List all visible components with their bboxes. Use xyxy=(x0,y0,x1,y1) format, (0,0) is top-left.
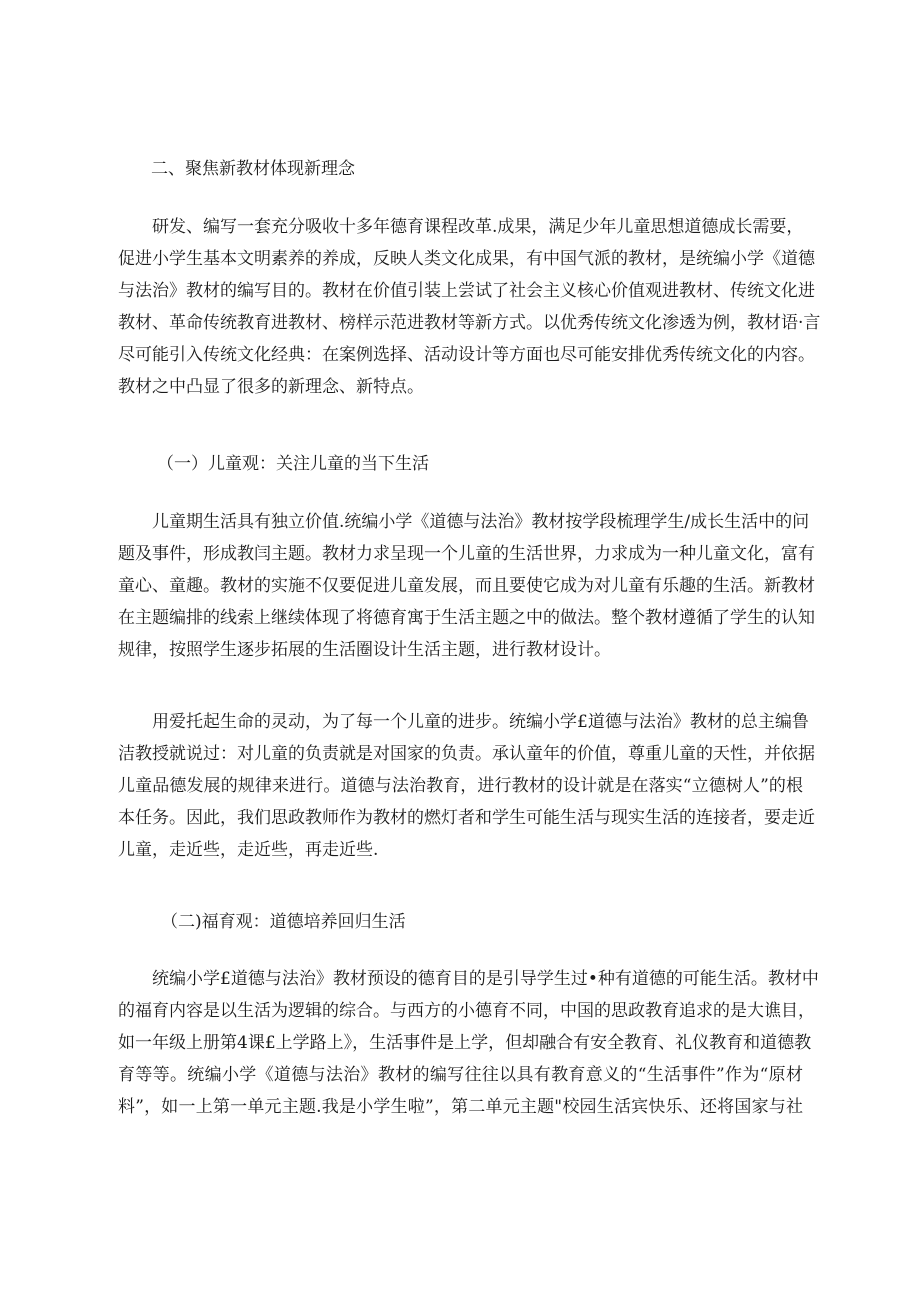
text-line: 教材、革命传统教育进教材、榜样示范进教材等新方式。以优秀传统文化渗透为例，教材语·言 xyxy=(118,313,821,333)
subsection-heading-1: （一）儿童观：关注儿童的当下生活 xyxy=(157,454,429,474)
subsection-2-paragraph xyxy=(118,963,819,1123)
subsection-1-paragraph-1 xyxy=(118,506,815,666)
text-line: 儿童期生活具有独立价值.统编小学《道德与法治》教材按学段梳理学生/成长生活中的问 xyxy=(152,512,810,532)
text-line: 教材之中凸显了很多的新理念、新特点。 xyxy=(118,377,424,397)
text-line: 尽可能引入传统文化经典：在案例选择、活动设计等方面也尽可能安排优秀传统文化的内容。 xyxy=(118,345,815,365)
text-line: 在主题编排的线索上继续体现了将德育寓于生活主题之中的做法。整个教材遵循了学生的认知 xyxy=(118,608,815,628)
text-line: 研发、编写一套充分吸收十多年德育课程改革.成果，满足少年儿童思想道德成长需要， xyxy=(152,217,804,237)
text-line: 的福育内容是以生活为逻辑的综合。与西方的小德育不同，中国的思政教育追求的是大谯目， xyxy=(118,1001,815,1021)
text-line: 与法治》教材的编写目的。教材在价值引装上尝试了社会主义核心价值观进教材、传统文化进 xyxy=(118,281,815,301)
text-line: 如一年级上册第4课£上学路上》，生活事件是上学，但却融合有安全教育、礼仪教育和道德教 xyxy=(118,1033,812,1053)
text-line: 育等等。统编小学《道德与法治》教材的编写往往以具有教育意义的“生活事件”作为“原材 xyxy=(118,1065,803,1085)
subsection-1-paragraph-2 xyxy=(118,706,815,866)
subsection-heading-2: （二)福育观：道德培养回归生活 xyxy=(161,912,406,932)
text-line: 规律，按照学生逐步拓展的生活圈设计生活主题，进行教材设计。 xyxy=(118,640,611,660)
text-line: 用爱托起生命的灵动，为了每一个儿童的进步。统编小学£道德与法治》教材的总主编鲁 xyxy=(152,712,809,732)
intro-paragraph xyxy=(118,211,821,403)
text-line: 儿童，走近些，走近些，再走近些. xyxy=(118,840,379,860)
text-line: 统编小学£道德与法治》教材预设的德育目的是引导学生过•种有道德的可能生活。教材中 xyxy=(152,969,819,989)
text-line: 儿童品德发展的规律来进行。道德与法治教育，进行教材的设计就是在落实“立德树人”的根 xyxy=(118,776,803,796)
text-line: 洁教授就说过：对儿童的负责就是对国家的负责。承认童年的价值，尊重儿童的天性，并依据 xyxy=(118,744,815,764)
text-line: 题及事件，形成教闫主题。教材力求呈现一个儿童的生活世界，力求成为一种儿童文化，富有 xyxy=(118,544,815,564)
text-line: 本任务。因此，我们思政教师作为教材的燃灯者和学生可能生活与现实生活的连接者，要走近 xyxy=(118,808,815,828)
text-line: 促进小学生基本文明素养的养成，反映人类文化成果，有中国气派的教材，是统编小学《道德 xyxy=(118,249,815,269)
text-line: 料”，如一上第一单元主题.我是小学生啦”，第二单元主题"校园生活宾快乐、还将国家与社 xyxy=(118,1097,803,1117)
section-heading: 二、聚焦新教材体现新理念 xyxy=(151,159,355,179)
text-line: 童心、童趣。教材的实施不仅要促进儿童发展，而且要使它成为对儿童有乐趣的生活。新教材 xyxy=(118,576,815,596)
